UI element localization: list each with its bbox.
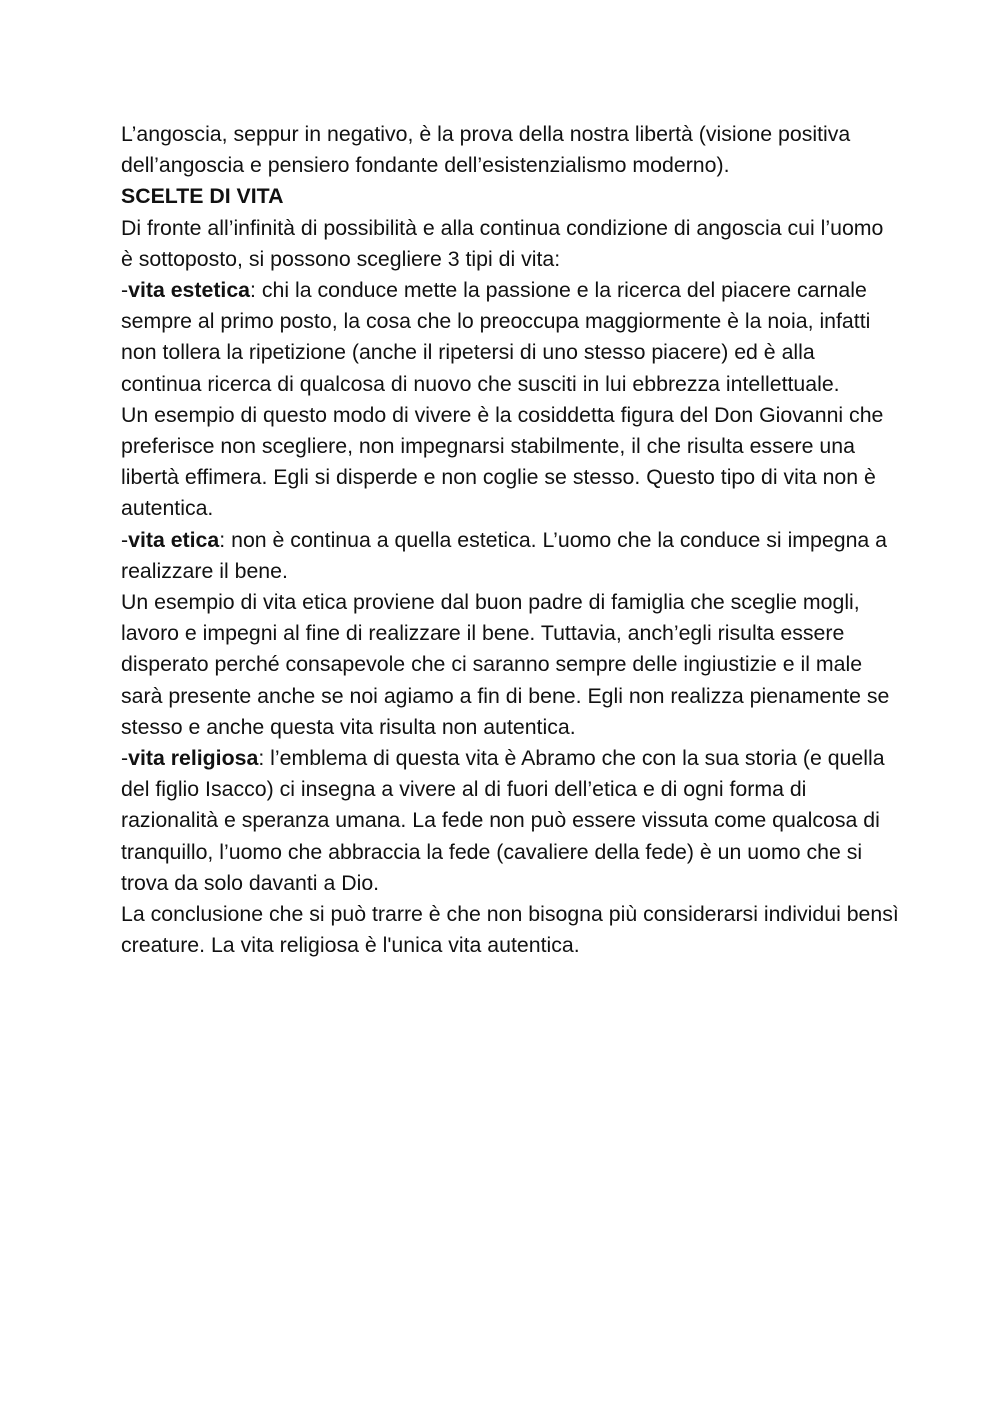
etica-example-paragraph: Un esempio di vita etica proviene dal buon padre di famiglia che sceglie mogli, lavoro e impegni al fine di realizzare il bene. Tuttavia, anch’egli risulta essere disperato perché consapevole che ci saranno sempre delle ingiustizie e il male sarà presente anche se noi agiamo a fin di bene. Egli non realizza pienamente se stesso e anche questa vita risulta non autentica.: [121, 590, 890, 739]
lead-paragraph: Di fronte all’infinità di possibilità e alla continua condizione di angoscia cui l’uomo è sottoposto, si possono scegliere 3 tipi di vita:: [121, 215, 884, 271]
conclusion-paragraph: La conclusione che si può trarre è che non bisogna più considerarsi individui bensì creature. La vita religiosa è l'unica vita autentica.: [121, 902, 899, 958]
religiosa-dash: -: [121, 746, 129, 771]
etica-dash: -: [121, 527, 129, 552]
document-page: [121, 119, 901, 961]
religiosa-paragraph: [121, 743, 901, 899]
religiosa-text: : l’emblema di questa vita è Abramo che con la sua storia (e quella del figlio Isacco) ci insegna a vivere al di fuori dell’etica e di ogni forma di razionalità e speranza umana. La fede non può essere vissuta come qualcosa di tranquillo, l’uomo che abbraccia la fede (cavaliere della fede) è un uomo che si trova da solo davanti a Dio.: [121, 746, 885, 895]
section-heading: SCELTE DI VITA: [121, 184, 284, 209]
estetica-term: vita estetica: [128, 278, 251, 303]
estetica-text: : chi la conduce mette la passione e la ricerca del piacere carnale sempre al primo posto, la cosa che lo preoccupa maggiormente è la noia, infatti non tollera la ripetizione (anche il ripetersi di uno stesso piacere) ed è alla continua ricerca di qualcosa di nuovo che susciti in lui ebbrezza intellettuale.: [121, 278, 871, 396]
intro-paragraph: L’angoscia, seppur in negativo, è la prova della nostra libertà (visione positiva dell’angoscia e pensiero fondante dell’esistenzialismo moderno).: [121, 122, 851, 178]
estetica-dash: -: [121, 278, 129, 303]
estetica-example-paragraph: Un esempio di questo modo di vivere è la cosiddetta figura del Don Giovanni che preferisce non scegliere, non impegnarsi stabilmente, il che risulta essere una libertà effimera. Egli si disperde e non coglie se stesso. Questo tipo di vita non è autentica.: [121, 402, 884, 521]
etica-text: : non è continua a quella estetica. L’uomo che la conduce si impegna a realizzare il bene.: [121, 527, 888, 583]
estetica-paragraph: [121, 275, 901, 400]
etica-term: vita etica: [128, 527, 220, 552]
etica-paragraph: [121, 525, 901, 587]
religiosa-term: vita religiosa: [128, 746, 259, 771]
